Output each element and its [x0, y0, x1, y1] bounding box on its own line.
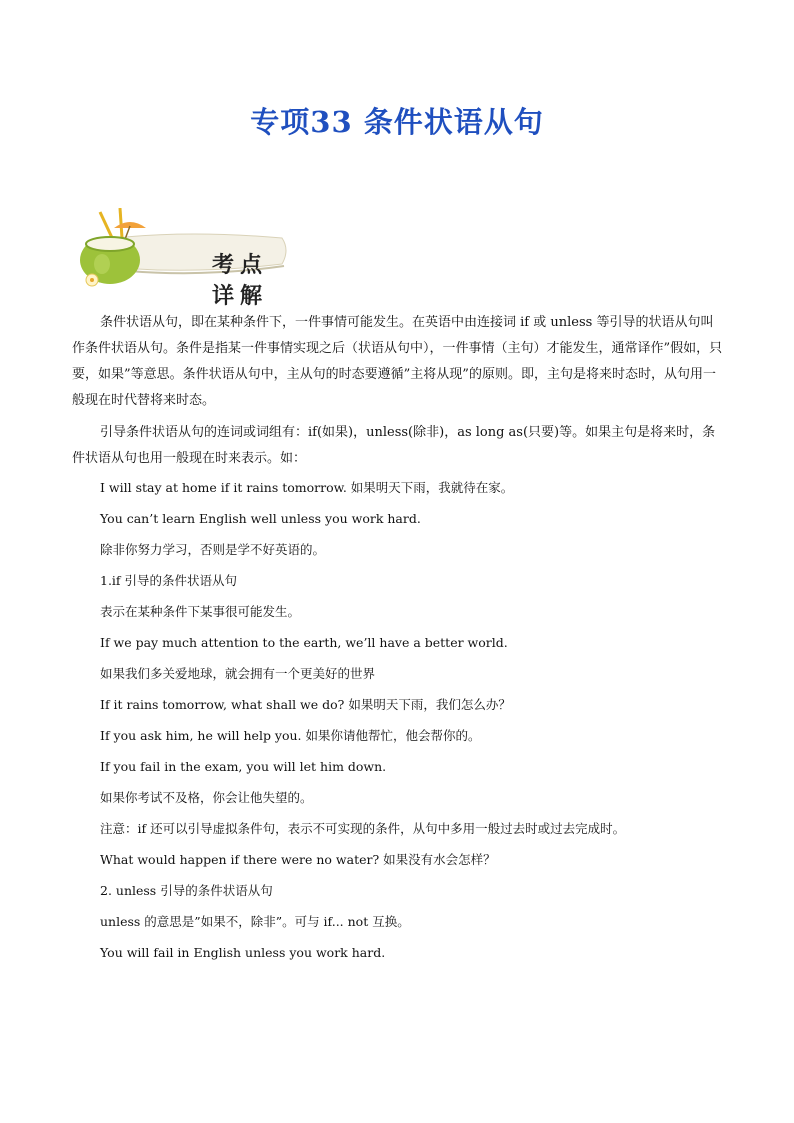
conjunction-paragraph: 引导条件状语从句的连词或词组有：if(如果)，unless(除非)，as long as(只要)等。如果主句是将来时，条件状语从句也用一般现在时来表示。如： — [72, 425, 716, 466]
example-line: 表示在某种条件下某事很可能发生。 — [100, 604, 301, 619]
example-line: If we pay much attention to the earth, we’ll have a better world. — [100, 635, 508, 650]
document-body — [72, 310, 724, 963]
example-line: If it rains tomorrow, what shall we do? 如果明天下雨，我们怎么办？ — [100, 697, 511, 712]
example-line: You can’t learn English well unless you work hard. — [100, 511, 421, 526]
example-line: 除非你努力学习，否则是学不好英语的。 — [100, 542, 326, 557]
example-line: I will stay at home if it rains tomorrow. 如果明天下雨，我就待在家。 — [100, 480, 514, 495]
example-line: 如果你考试不及格，你会让他失望的。 — [100, 790, 313, 805]
example-line: If you fail in the exam, you will let him down. — [100, 759, 387, 774]
page-title: 专项33 条件状语从句 — [250, 105, 544, 139]
section-heading: 2. unless 引导的条件状语从句 — [100, 883, 273, 898]
example-line: You will fail in English unless you work hard. — [100, 945, 386, 960]
note-line: 注意：if 还可以引导虚拟条件句，表示不可实现的条件，从句中多用一般过去时或过去完成时。 — [100, 821, 626, 836]
example-line: What would happen if there were no water? 如果没有水会怎样？ — [100, 852, 496, 867]
section-banner — [70, 208, 292, 309]
section-heading: 1.if 引导的条件状语从句 — [100, 573, 238, 588]
example-line: unless 的意思是”如果不，除非”。可与 if... not 互换。 — [100, 914, 410, 929]
example-line: If you ask him, he will help you. 如果你请他帮忙，他会帮你的。 — [100, 728, 481, 743]
intro-paragraph: 条件状语从句，即在某种条件下，一件事情可能发生。在英语中由连接词 if 或 unless 等引导的状语从句叫作条件状语从句。条件是指某一件事情实现之后（状语从句中），一件事情（主句）才能发生，通常译作”假如，只要，如果”等意思。条件状语从句中，主从句的时态要遵循”主将从现”的原则。即，主句是将来时态时，从句用一般现在时代替将来时态。 — [72, 315, 723, 408]
example-line: 如果我们多关爱地球，就会拥有一个更美好的世界 — [100, 666, 376, 681]
banner-label: 考点详解 — [212, 252, 269, 309]
